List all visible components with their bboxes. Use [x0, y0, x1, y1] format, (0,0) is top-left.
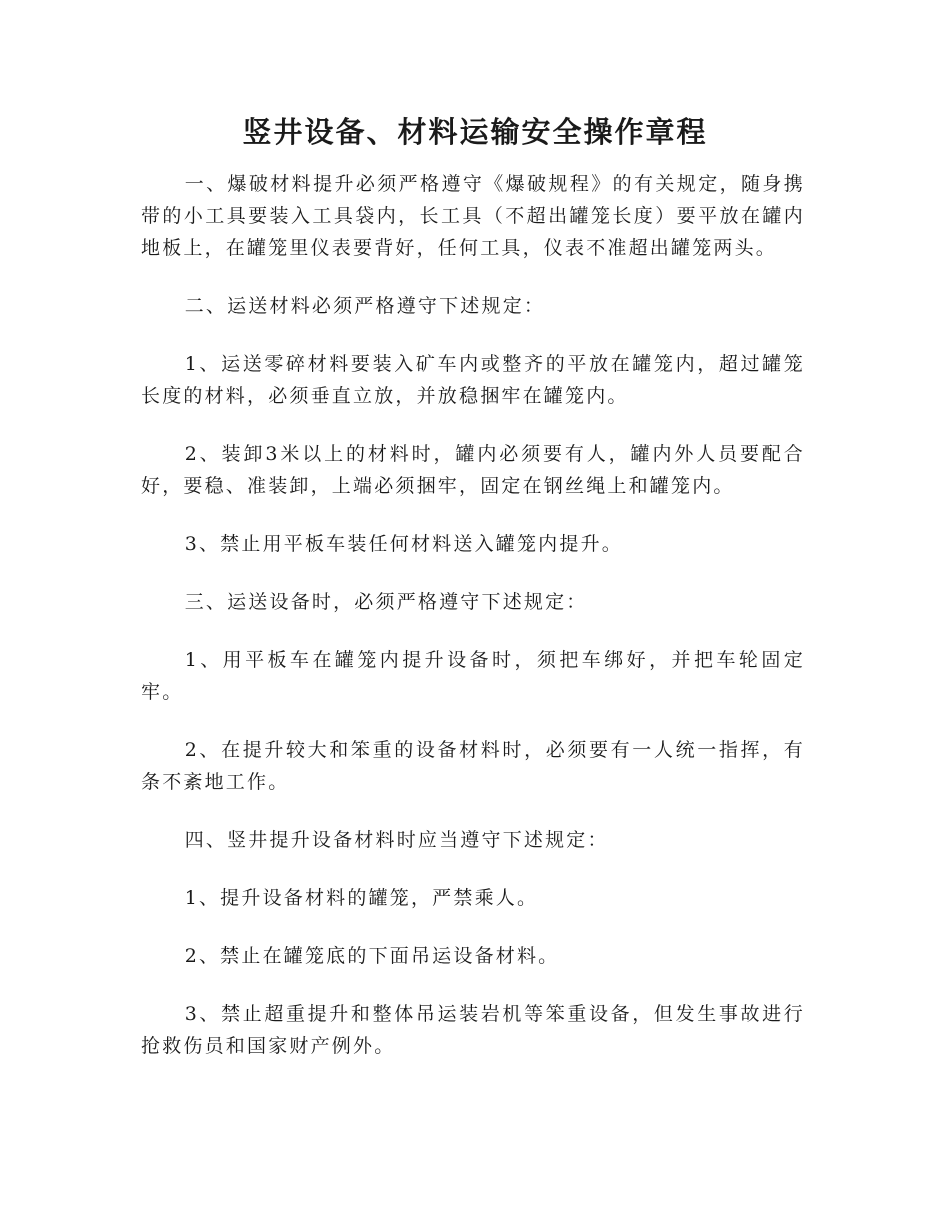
paragraph-item-3-1: 1、用平板车在罐笼内提升设备时，须把车绑好，并把车轮固定牢。 [141, 649, 805, 703]
paragraph-item-2-3: 3、禁止用平板车装任何材料送入罐笼内提升。 [184, 533, 623, 555]
document-title: 竖井设备、材料运输安全操作章程 [242, 115, 708, 149]
paragraph-item-2-1: 1、运送零碎材料要装入矿车内或整齐的平放在罐笼内，超过罐笼长度的材料，必须垂直立放，并放稳捆牢在罐笼内。 [141, 353, 805, 407]
paragraph-section-3-heading: 三、运送设备时，必须严格遵守下述规定： [184, 591, 588, 613]
paragraph-section-1: 一、爆破材料提升必须严格遵守《爆破规程》的有关规定，随身携带的小工具要装入工具袋内，长工具（不超出罐笼长度）要平放在罐内地板上，在罐笼里仪表要背好，任何工具，仪表不准超出罐笼两头。 [141, 173, 805, 259]
document-body [141, 168, 805, 1062]
paragraph-item-4-3: 3、禁止超重提升和整体吊运装岩机等笨重设备，但发生事故进行抢救伤员和国家财产例外。 [141, 1003, 805, 1057]
paragraph-item-3-2: 2、在提升较大和笨重的设备材料时，必须要有一人统一指挥，有条不紊地工作。 [141, 739, 805, 793]
paragraph-section-2-heading: 二、运送材料必须严格遵守下述规定： [184, 295, 546, 317]
paragraph-item-4-1: 1、提升设备材料的罐笼，严禁乘人。 [184, 887, 539, 909]
paragraph-item-2-2: 2、装卸3米以上的材料时，罐内必须要有人，罐内外人员要配合好，要稳、准装卸，上端必须捆牢，固定在钢丝绳上和罐笼内。 [141, 443, 805, 497]
paragraph-section-4-heading: 四、竖井提升设备材料时应当遵守下述规定： [184, 829, 609, 851]
paragraph-item-4-2: 2、禁止在罐笼底的下面吊运设备材料。 [184, 945, 560, 967]
